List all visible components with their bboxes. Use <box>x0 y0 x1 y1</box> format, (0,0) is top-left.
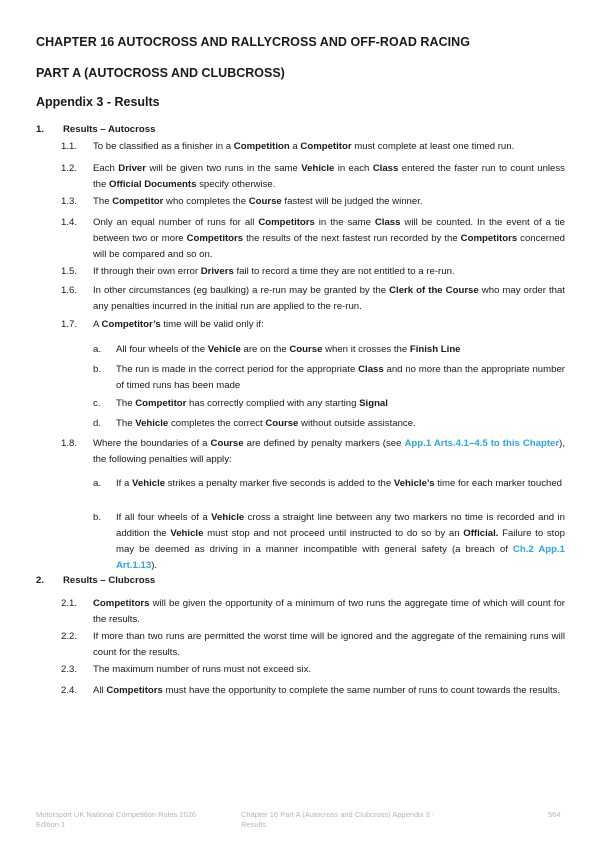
footer-center <box>241 810 481 830</box>
defined-term: Class <box>372 163 399 174</box>
text-run: Failure to stop may be deemed as driving in a manner incompatible with general safety (a breach of <box>116 528 565 555</box>
text-run: completes the correct <box>168 418 266 429</box>
rule-number: 2.3. <box>61 664 78 675</box>
defined-term: Competitor <box>112 196 164 207</box>
sub-item-text <box>116 416 565 432</box>
section-title: Results – Autocross <box>63 124 156 135</box>
text-run: In other circumstances (eg baulking) a re-run may be granted by the <box>93 285 390 296</box>
defined-term: Course <box>248 196 282 207</box>
defined-term: Driver <box>118 163 146 174</box>
text-run: must stop and not proceed until instructed to do so by an <box>203 528 464 539</box>
text-run: in the same <box>314 217 375 228</box>
text-run: ). <box>151 560 158 571</box>
defined-term: Vehicle’s <box>393 478 435 489</box>
text-run: The run is made in the correct period for the appropriate <box>116 364 359 375</box>
text-run: cross a straight line between any two markers no time is recorded and in addition the <box>116 512 565 539</box>
text-run: entered the faster run to count unless the <box>93 163 565 190</box>
defined-term: Competitors <box>460 233 518 244</box>
text-run: must have the opportunity to complete the same number of runs to count towards the results. <box>162 685 561 696</box>
cross-reference-link[interactable]: App.1 Arts.4.1–4.5 to this Chapter <box>404 438 560 449</box>
rule-text <box>93 139 565 155</box>
text-run: without outside assistance. <box>298 418 416 429</box>
defined-term: Vehicle <box>207 344 241 355</box>
defined-term: Competitor <box>300 141 352 152</box>
text-run: If more than two runs are permitted the worst time will be ignored and the aggregate of the remaining runs will count for the results. <box>93 631 565 658</box>
text-run: fail to record a time they are not entitled to a re-run. <box>233 266 455 277</box>
text-run: who may order that any penalties incurred in the initial run are applied to the re-run. <box>93 285 565 312</box>
defined-term: Official. <box>463 528 499 539</box>
rule-number: 2.4. <box>61 685 78 696</box>
text-run: The maximum number of runs must not exceed six. <box>93 664 312 675</box>
footer-left <box>36 810 236 830</box>
text-run: strikes a penalty marker five seconds is added to the <box>165 478 394 489</box>
text-run: The <box>93 196 113 207</box>
page-number: 564 <box>548 810 561 819</box>
rule-text <box>93 596 565 628</box>
footer-edition: Edition 1 <box>36 820 66 829</box>
defined-term: Course <box>265 418 299 429</box>
rule-number: 1.3. <box>61 196 78 207</box>
text-run: A <box>93 319 102 330</box>
defined-term: Competitor’s <box>101 319 161 330</box>
defined-term: Competitors <box>258 217 315 228</box>
cross-reference-link[interactable]: Ch.2 App.1 Art.1.13 <box>116 544 566 571</box>
defined-term: Vehicle <box>301 163 335 174</box>
text-run: time for each marker touched <box>434 478 563 489</box>
rule-number: 2.2. <box>61 631 78 642</box>
sub-item-letter: b. <box>93 512 102 523</box>
appendix-title: Appendix 3 - Results <box>36 95 160 109</box>
rule-text <box>93 662 565 678</box>
defined-term: Vehicle <box>211 512 245 523</box>
text-run: specify otherwise. <box>196 179 276 190</box>
sub-item-text <box>116 396 565 412</box>
rule-text <box>93 683 565 699</box>
text-run: Where the boundaries of a <box>93 438 211 449</box>
defined-term: Vehicle <box>170 528 204 539</box>
text-run: must complete at least one timed run. <box>351 141 515 152</box>
rule-text <box>93 215 565 263</box>
rule-text <box>93 194 565 210</box>
sub-item-letter: c. <box>93 398 101 409</box>
rule-text <box>93 264 565 280</box>
text-run: If a <box>116 478 132 489</box>
rule-number: 1.8. <box>61 438 78 449</box>
defined-term: Competitors <box>93 598 150 609</box>
text-run: will be counted. In the event of a tie between two or more <box>93 217 565 244</box>
defined-term: Competitors <box>186 233 244 244</box>
rule-number: 1.5. <box>61 266 78 277</box>
text-run: concerned will be compared and so on. <box>93 233 565 260</box>
text-run: Only an equal number of runs for all <box>93 217 259 228</box>
defined-term: Competitors <box>106 685 163 696</box>
sub-item-letter: a. <box>93 478 102 489</box>
defined-term: Course <box>289 344 323 355</box>
rule-number: 2.1. <box>61 598 78 609</box>
defined-term: Clerk of the Course <box>389 285 479 296</box>
text-run: when it crosses the <box>322 344 410 355</box>
section-number: 2. <box>36 575 45 586</box>
text-run: and no more than the appropriate number of timed runs has been made <box>116 364 565 391</box>
rule-text <box>93 629 565 661</box>
defined-term: Finish Line <box>409 344 461 355</box>
footer-chapter: Chapter 16 Part A (Autocross and Clubcross) Appendix 3 - <box>241 810 435 819</box>
defined-term: Signal <box>359 398 388 409</box>
section-number: 1. <box>36 124 45 135</box>
footer-chapter-cont: Results <box>241 820 267 829</box>
defined-term: Vehicle <box>132 478 166 489</box>
text-run: the results of the next fastest run recorded by the <box>243 233 461 244</box>
sub-item-letter: d. <box>93 418 102 429</box>
chapter-title: CHAPTER 16 AUTOCROSS AND RALLYCROSS AND OFF-ROAD RACING <box>36 35 471 49</box>
section-title: Results – Clubcross <box>63 575 156 586</box>
defined-term: Competitor <box>135 398 187 409</box>
text-run: will be given two runs in the same <box>146 163 302 174</box>
text-run: ), the following penalties will apply: <box>93 438 565 465</box>
defined-term: Vehicle <box>135 418 169 429</box>
text-run: time will be valid only if: <box>160 319 264 330</box>
text-run: fastest will be judged the winner. <box>281 196 423 207</box>
text-run: Each <box>93 163 119 174</box>
text-run: If through their own error <box>93 266 201 277</box>
defined-term: Competition <box>233 141 290 152</box>
defined-term: Course <box>210 438 244 449</box>
text-run: The <box>116 398 136 409</box>
sub-item-text <box>116 510 565 574</box>
text-run: will be given the opportunity of a minimum of two runs the aggregate time of which will count for the results. <box>93 598 565 625</box>
sub-item-text <box>116 476 565 492</box>
rule-number: 1.7. <box>61 319 78 330</box>
text-run: are on the <box>240 344 290 355</box>
defined-term: Class <box>358 364 384 375</box>
rule-number: 1.6. <box>61 285 78 296</box>
text-run: To be classified as a finisher in a <box>93 141 234 152</box>
defined-term: Official Documents <box>109 179 197 190</box>
text-run: a <box>289 141 301 152</box>
rule-text <box>93 161 565 193</box>
text-run: The <box>116 418 136 429</box>
defined-term: Drivers <box>200 266 234 277</box>
text-run: in each <box>334 163 373 174</box>
rule-text <box>93 436 565 468</box>
footer-publication: Motorsport UK National Competition Rules 2026 <box>36 810 197 819</box>
text-run: has correctly complied with any starting <box>186 398 360 409</box>
text-run: are defined by penalty markers (see <box>243 438 405 449</box>
text-run: All <box>93 685 107 696</box>
defined-term: Class <box>374 217 401 228</box>
text-run: who completes the <box>163 196 249 207</box>
rule-number: 1.2. <box>61 163 78 174</box>
rule-number: 1.1. <box>61 141 78 152</box>
rule-text <box>93 283 565 315</box>
text-run: All four wheels of the <box>116 344 208 355</box>
text-run: If all four wheels of a <box>116 512 212 523</box>
rule-number: 1.4. <box>61 217 78 228</box>
part-title: PART A (AUTOCROSS AND CLUBCROSS) <box>36 66 285 80</box>
sub-item-text <box>116 362 565 394</box>
sub-item-text <box>116 342 565 358</box>
sub-item-letter: b. <box>93 364 102 375</box>
sub-item-letter: a. <box>93 344 102 355</box>
rule-text <box>93 317 565 333</box>
